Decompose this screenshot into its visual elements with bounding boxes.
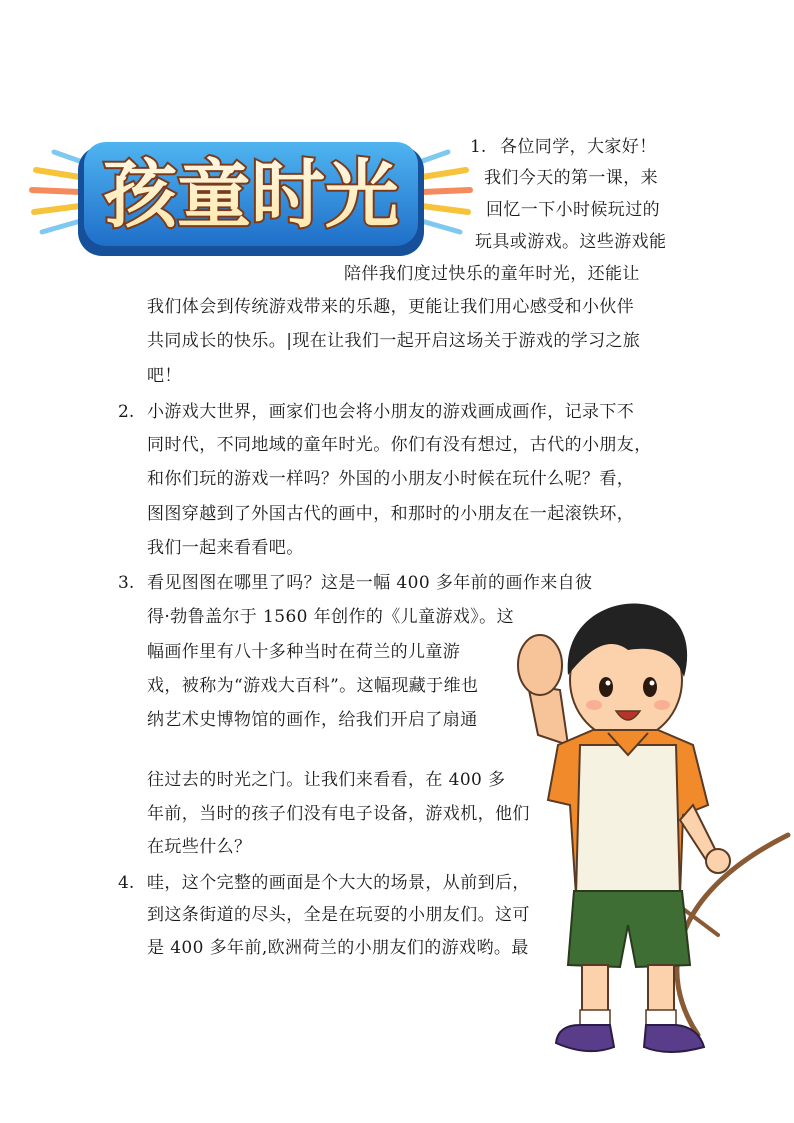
title-logo: [28, 132, 474, 267]
paragraph-line: 纳艺术史博物馆的画作，给我们开启了扇通: [147, 710, 478, 730]
paragraph-line: 戏，被称为“游戏大百科”。这幅现藏于维也: [147, 676, 479, 696]
paragraph-number: 4.: [118, 873, 135, 893]
paragraph-line: 各位同学，大家好！: [500, 137, 657, 157]
hoop-stick: [677, 835, 788, 1035]
paragraph-line: 幅画作里有八十多种当时在荷兰的儿童游: [147, 642, 461, 662]
paragraph-number: 1.: [470, 137, 487, 157]
paragraph-line: 同时代，不同地域的童年时光。你们有没有想过，古代的小朋友，: [147, 435, 652, 455]
paragraph-line: 哇，这个完整的画面是个大大的场景，从前到后，: [147, 873, 530, 893]
boy-shoes: [556, 1025, 614, 1051]
paragraph-line: 回忆一下小时候玩过的: [486, 200, 660, 220]
paragraph-line: 吧！: [147, 366, 182, 386]
paragraph-line: 年前，当时的孩子们没有电子设备，游戏机，他们: [147, 804, 530, 824]
paragraph-line: 到这条街道的尽头，全是在玩耍的小朋友们。这可: [147, 905, 530, 925]
paragraph-line: 我们体会到传统游戏带来的乐趣，更能让我们用心感受和小伙伴: [147, 297, 635, 317]
paragraph-line: 我们一起来看看吧。: [147, 538, 304, 558]
paragraph-line: 陪伴我们度过快乐的童年时光，还能让: [344, 264, 640, 284]
paragraph-line: 小游戏大世界，画家们也会将小朋友的游戏画成画作，记录下不: [147, 402, 635, 422]
paragraph-line: 共同成长的快乐。|现在让我们一起开启这场关于游戏的学习之旅: [147, 331, 641, 351]
paragraph-line: 我们今天的第一课，来: [484, 168, 658, 188]
paragraph-line: 图图穿越到了外国古代的画中，和那时的小朋友在一起滚铁环，: [147, 504, 635, 524]
boy-shorts: [568, 891, 690, 967]
paragraph-line: 往过去的时光之门。让我们来看看，在 400 多: [147, 770, 506, 790]
paragraph-number: 3.: [118, 573, 135, 593]
paragraph-line: 是 400 多年前,欧洲荷兰的小朋友们的游戏哟。最: [147, 938, 529, 958]
logo-text: 孩童时光: [103, 152, 399, 238]
paragraph-number: 2.: [118, 402, 135, 422]
paragraph-line: 玩具或游戏。这些游戏能: [475, 232, 667, 252]
paragraph-line: 和你们玩的游戏一样吗？外国的小朋友小时候在玩什么呢？看，: [147, 469, 635, 489]
paragraph-line: 得·勃鲁盖尔于 1560 年创作的《儿童游戏》。这: [147, 607, 514, 627]
paragraph-line: 在玩些什么？: [147, 837, 252, 857]
paragraph-line: 看见图图在哪里了吗？这是一幅 400 多年前的画作来自彼: [147, 573, 593, 593]
boy-illustration: [508, 595, 792, 1075]
